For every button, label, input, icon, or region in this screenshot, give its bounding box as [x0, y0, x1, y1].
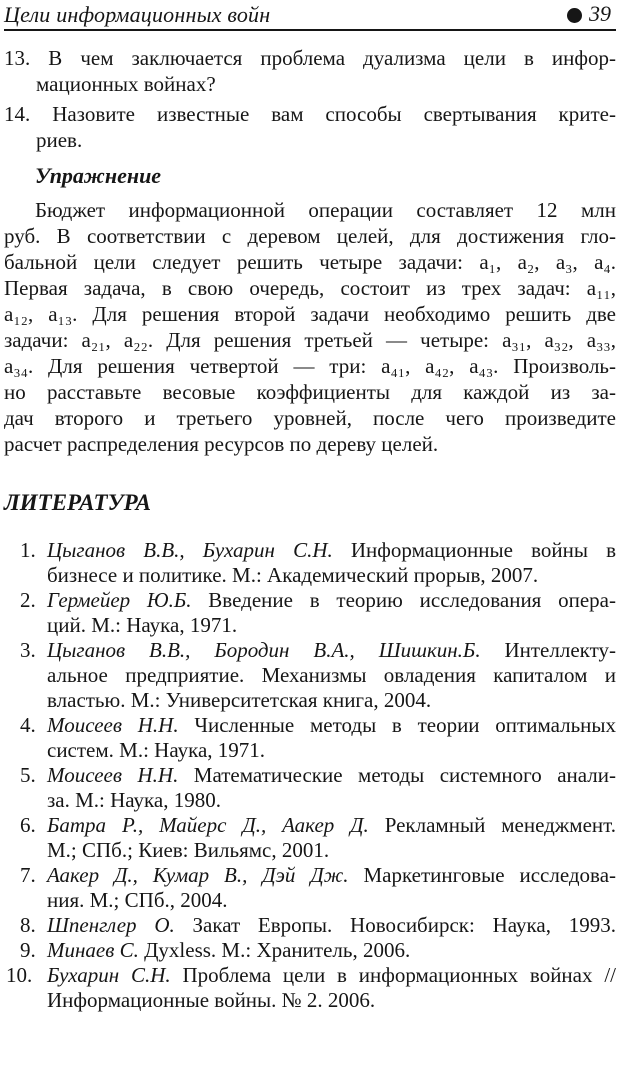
literature-item-2-line-1: Гермейер Ю.Б. Введение в теорию исследования опера-	[47, 588, 617, 612]
question-14-line-2: риев.	[36, 128, 83, 152]
exercise-line-1: Бюджет информационной операции составляет 12 млн	[35, 198, 616, 222]
exercise-line-5: a₁₂, a₁₃. Для решения второй задачи необходимо решить две	[4, 302, 616, 326]
question-14-line-1: 14. Назовите известные вам способы свертывания крите-	[4, 102, 616, 126]
literature-item-8-line-1: Шпенглер О. Закат Европы. Новосибирск: Наука, 1993.	[47, 913, 616, 937]
literature-item-10-line-1: Бухарин С.Н. Проблема цели в информационных войнах //	[47, 963, 616, 987]
question-13-line-1: 13. В чем заключается проблема дуализма цели в инфор-	[4, 46, 616, 70]
exercise-heading: Упражнение	[35, 163, 162, 188]
literature-item-5-number: 5.	[20, 763, 36, 787]
literature-item-6-number: 6.	[20, 813, 36, 837]
exercise-line-8: но расставьте весовые коэффициенты для каждой из за-	[4, 380, 616, 404]
literature-item-3-line-2: альное предприятие. Механизмы овладения капиталом и	[47, 663, 616, 687]
literature-item-1-author: Цыганов В.В., Бухарин С.Н.	[47, 538, 333, 562]
running-header	[4, 0, 616, 30]
literature-item-1-number: 1.	[20, 538, 36, 562]
literature-item-6-line-2: М.; СПб.; Киев: Вильямс, 2001.	[47, 838, 330, 862]
literature-item-8-author: Шпенглер О.	[47, 913, 175, 937]
literature-item-6-author: Батра Р., Майерс Д., Аакер Д.	[47, 813, 369, 837]
literature-item-4-number: 4.	[20, 713, 36, 737]
exercise-line-6: задачи: a₂₁, a₂₂. Для решения третьей — четыре: a₃₁, a₃₂, a₃₃,	[4, 328, 616, 352]
literature-item-4-author: Моисеев Н.Н.	[47, 713, 179, 737]
literature-item-2-author: Гермейер Ю.Б.	[47, 588, 192, 612]
exercise-line-4: Первая задача, в свою очередь, состоит из трех задач: a₁₁,	[4, 276, 616, 300]
literature-item-5-author: Моисеев Н.Н.	[47, 763, 179, 787]
question-13-line-2: мационных войнах?	[36, 72, 216, 96]
page-number: 39	[589, 1, 611, 26]
literature-item-1-line-1: Цыганов В.В., Бухарин С.Н. Информационные войны в	[47, 538, 616, 562]
literature-item-6-line-1: Батра Р., Майерс Д., Аакер Д. Рекламный менеджмент.	[47, 813, 617, 837]
literature-item-1-line-2: бизнесе и политике. М.: Академический прорыв, 2007.	[47, 563, 539, 587]
literature-item-9-number: 9.	[20, 938, 36, 962]
literature-item-5-line-2: за. М.: Наука, 1980.	[47, 788, 221, 812]
literature-item-7-author: Аакер Д., Кумар В., Дэй Дж.	[47, 863, 349, 887]
literature-item-3-line-1: Цыганов В.В., Бородин В.А., Шишкин.Б. Интеллекту-	[47, 638, 616, 662]
bullet-icon	[567, 8, 582, 23]
literature-item-3-author: Цыганов В.В., Бородин В.А., Шишкин.Б.	[47, 638, 481, 662]
literature-item-10-line-2: Информационные войны. № 2. 2006.	[47, 988, 376, 1012]
literature-item-7-line-1: Аакер Д., Кумар В., Дэй Дж. Маркетинговые исследова-	[47, 863, 617, 887]
literature-item-2-line-2: ций. М.: Наука, 1971.	[47, 613, 238, 637]
header-rule	[4, 29, 616, 31]
literature-item-10-author: Бухарин С.Н.	[47, 963, 171, 987]
exercise-line-9: дач второго и третьего уровней, после чего произведите	[4, 406, 616, 430]
exercise-line-3: бальной цели следует решить четыре задачи: a₁, a₂, a₃, a₄.	[4, 250, 616, 274]
literature-item-3-number: 3.	[20, 638, 36, 662]
literature-item-8-number: 8.	[20, 913, 36, 937]
literature-item-7-number: 7.	[20, 863, 36, 887]
running-header-title: Цели информационных войн	[4, 2, 271, 27]
literature-item-3-line-3: властью. М.: Университетская книга, 2004.	[47, 688, 432, 712]
exercise-line-7: a₃₄. Для решения четвертой — три: a₄₁, a₄₂, a₄₃. Произволь-	[4, 354, 616, 378]
literature-item-7-line-2: ния. М.; СПб., 2004.	[47, 888, 228, 912]
literature-item-9-author: Минаев С.	[47, 938, 139, 962]
literature-item-4-line-2: систем. М.: Наука, 1971.	[47, 738, 266, 762]
literature-item-4-line-1: Моисеев Н.Н. Численные методы в теории оптимальных	[47, 713, 617, 737]
exercise-line-2: руб. В соответствии с деревом целей, для достижения гло-	[4, 224, 616, 248]
literature-heading: ЛИТЕРАТУРА	[4, 490, 151, 515]
exercise-line-10: расчет распределения ресурсов по дереву целей.	[4, 432, 439, 456]
literature-item-10-number: 10.	[6, 963, 33, 987]
literature-item-2-number: 2.	[20, 588, 36, 612]
literature-item-9-line-1: Минаев С. Духless. М.: Хранитель, 2006.	[47, 938, 411, 962]
literature-item-5-line-1: Моисеев Н.Н. Математические методы системного анали-	[47, 763, 616, 787]
